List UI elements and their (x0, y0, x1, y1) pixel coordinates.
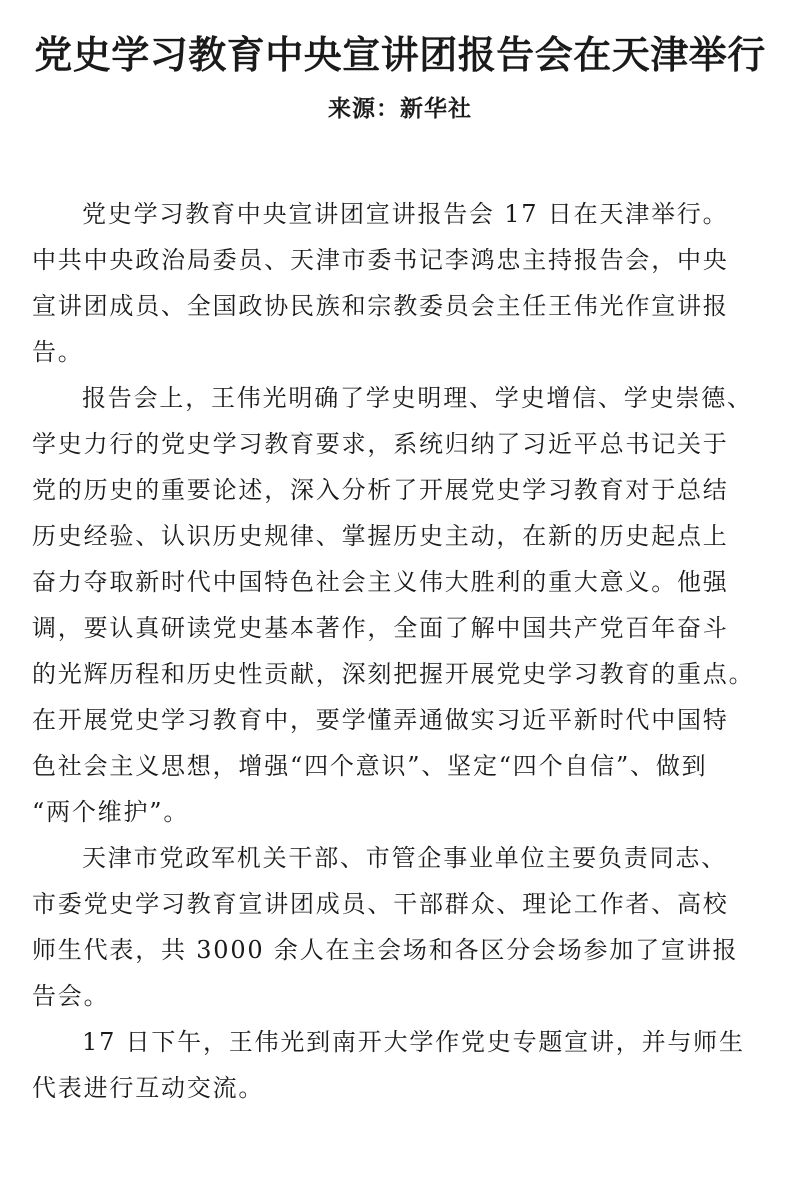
article-body (32, 191, 780, 1111)
text-line: 告。 (32, 338, 84, 366)
text-line: 天津市党政军机关干部、市管企事业单位主要负责同志、 (82, 844, 727, 872)
paragraph (32, 1019, 780, 1111)
text-line: 党的历史的重要论述，深入分析了开展党史学习教育对于总结 (32, 476, 729, 504)
text-line: 党史学习教育中央宣讲团宣讲报告会 17 日在天津举行。 (82, 200, 729, 228)
text-line: “两个维护”。 (32, 798, 190, 826)
text-line: 代表进行互动交流。 (32, 1074, 265, 1102)
paragraph (32, 191, 780, 375)
text-line: 报告会上，王伟光明确了学史明理、学史增信、学史崇德、 (82, 384, 753, 412)
text-line: 宣讲团成员、全国政协民族和宗教委员会主任王伟光作宣讲报 (32, 292, 729, 320)
text-line: 中共中央政治局委员、天津市委书记李鸿忠主持报告会，中央 (32, 246, 729, 274)
text-line: 学史力行的党史学习教育要求，系统归纳了习近平总书记关于 (32, 430, 729, 458)
text-line: 调，要认真研读党史基本著作，全面了解中国共产党百年奋斗 (32, 614, 729, 642)
article-title: 党史学习教育中央宣讲团报告会在天津举行 (34, 32, 766, 77)
text-line: 奋力夺取新时代中国特色社会主义伟大胜利的重大意义。他强 (32, 568, 729, 596)
text-line: 市委党史学习教育宣讲团成员、干部群众、理论工作者、高校 (32, 890, 729, 918)
text-line: 色社会主义思想，增强“四个意识”、坚定“四个自信”、做到 (32, 752, 708, 780)
text-line: 在开展党史学习教育中，要学懂弄通做实习近平新时代中国特 (32, 706, 729, 734)
paragraph (32, 835, 780, 1019)
paragraph (32, 375, 780, 835)
text-line: 的光辉历程和历史性贡献，深刻把握开展党史学习教育的重点。 (32, 660, 755, 688)
text-line: 师生代表，共 3000 余人在主会场和各区分会场参加了宣讲报 (32, 936, 739, 964)
text-line: 历史经验、认识历史规律、掌握历史主动，在新的历史起点上 (32, 522, 729, 550)
article-source: 来源：新华社 (328, 95, 472, 122)
text-line: 告会。 (32, 982, 110, 1010)
text-line: 17 日下午，王伟光到南开大学作党史专题宣讲，并与师生 (82, 1028, 745, 1056)
